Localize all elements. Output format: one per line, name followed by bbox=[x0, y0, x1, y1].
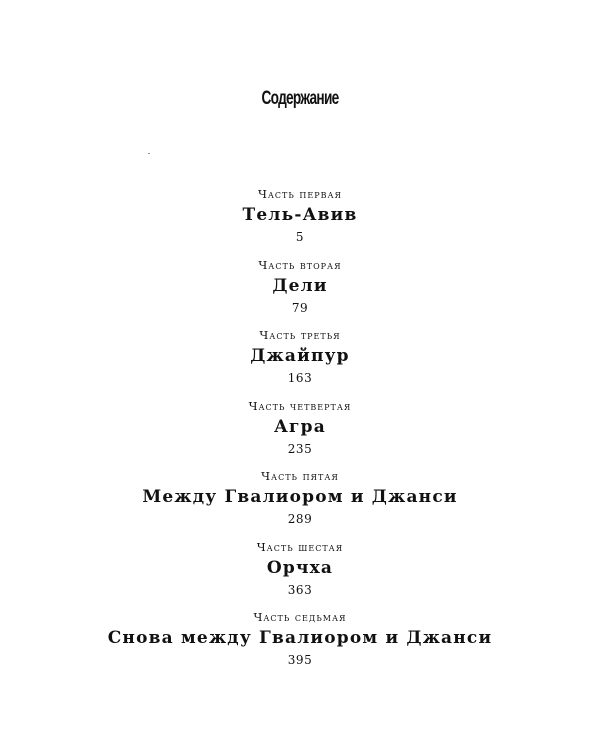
page-number: 163 bbox=[287, 371, 313, 385]
part-label: Часть третья bbox=[259, 328, 341, 342]
page-number: 235 bbox=[287, 441, 313, 456]
contents-heading: Содержание bbox=[261, 88, 339, 109]
page-number: 5 bbox=[295, 230, 305, 244]
part-title: Агра bbox=[274, 416, 326, 437]
page-number: 395 bbox=[287, 653, 313, 667]
part-title: Орчха bbox=[266, 557, 334, 578]
toc-entry-part-5[interactable] bbox=[0, 468, 600, 539]
part-label: Часть первая bbox=[257, 187, 343, 201]
part-label: Часть вторая bbox=[258, 257, 342, 272]
page-number: 79 bbox=[291, 300, 309, 315]
toc-entry-part-3[interactable] bbox=[0, 327, 600, 398]
toc-entry-part-7[interactable] bbox=[0, 609, 600, 680]
print-speck bbox=[148, 153, 150, 154]
part-title: Дели bbox=[272, 275, 328, 296]
part-title: Джайпур bbox=[250, 346, 350, 366]
part-label: Часть шестая bbox=[256, 539, 344, 554]
part-title: Снова между Гвалиором и Джанси bbox=[107, 628, 493, 648]
toc-entry-part-1[interactable] bbox=[0, 186, 600, 257]
part-label: Часть седьмая bbox=[253, 610, 347, 624]
page-number: 363 bbox=[287, 582, 313, 597]
toc-entry-part-2[interactable] bbox=[0, 257, 600, 328]
part-title: Тель-Авив bbox=[242, 205, 358, 225]
part-title: Между Гвалиором и Джанси bbox=[142, 487, 458, 507]
table-of-contents bbox=[0, 186, 600, 680]
page-number: 289 bbox=[287, 512, 313, 526]
toc-entry-part-4[interactable] bbox=[0, 398, 600, 469]
toc-entry-part-6[interactable] bbox=[0, 539, 600, 610]
part-label: Часть четвертая bbox=[248, 398, 352, 413]
part-label: Часть пятая bbox=[261, 469, 339, 483]
